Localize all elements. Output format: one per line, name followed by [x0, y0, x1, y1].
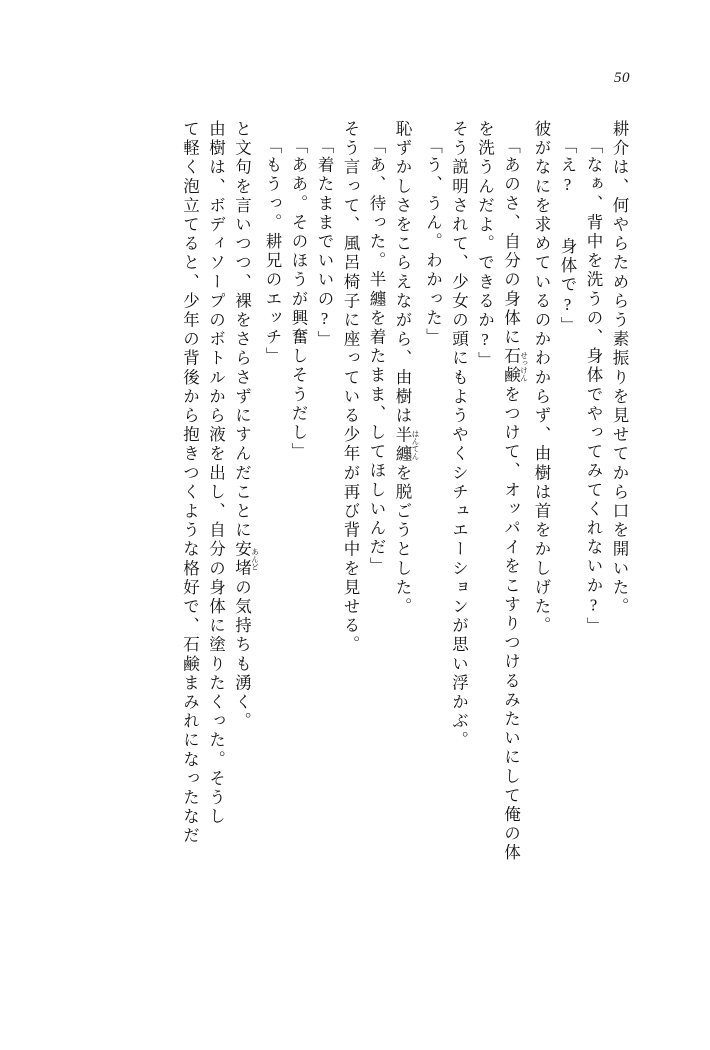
text-line: 「ああ。そのほうが興奮しそうだし」	[289, 137, 308, 462]
text-line: 「え? 身体で?」	[558, 137, 577, 336]
text-line-with-ruby: 恥ずかしさをこらえながら、由樹は半纏 はんてんを脱ごうとした。	[393, 120, 420, 617]
text-line: 「う、うん。わかった」	[423, 137, 443, 348]
text-line: そう言って、風呂椅子に座っている少年が再び背中を見せる。	[341, 120, 360, 655]
text-line: て軽く泡立てると、少年の背後から抱きつくような格好で、石鹸まみれになったなだ	[180, 120, 200, 846]
text-line: 「着たままでいいの?」	[315, 137, 334, 350]
text-line: 由樹は、ボディソープのボトルから液を出し、自分の身体に塗りたくった。そうし	[206, 120, 226, 827]
text-line: そう説明されて、少女の頭にもようやくシチュエーションが思い浮かぶ。	[449, 120, 469, 751]
vertical-body-text	[70, 120, 632, 995]
ruby-ando: 安堵 あんど	[232, 540, 260, 579]
text-line: 「なぁ、背中を洗うの、身体でやってみてくれないか?」	[584, 137, 603, 637]
text-line: 耕介は、何やらためらう素振りを見せてから口を開いた。	[610, 120, 629, 617]
ruby-sekken: 石鹸 せっけん	[501, 347, 529, 386]
text-line: 「あ、待った。半纏を着たまま、してほしいんだ」	[367, 137, 386, 577]
ruby-hanten: 半纏 はんてん	[393, 425, 420, 464]
text-line: 彼がなにを求めているのかわからず、由樹は首をかしげた。	[532, 120, 551, 636]
page-number: 50	[614, 70, 630, 86]
text-line: 「もうっ。耕兄のエッチ」	[263, 137, 282, 367]
text-line-with-ruby: と文句を言いつつ、裸をさらさずにすんだことに安堵 あんどの気持ちも湧く。	[232, 120, 260, 732]
text-line: を洗うんだよ。できるか?」	[475, 120, 495, 371]
text-line-with-ruby: 「あのさ、自分の身体に石鹸 せっけんをつけて、オッパイをこすりつけるみたいにして俺の体	[501, 137, 529, 863]
